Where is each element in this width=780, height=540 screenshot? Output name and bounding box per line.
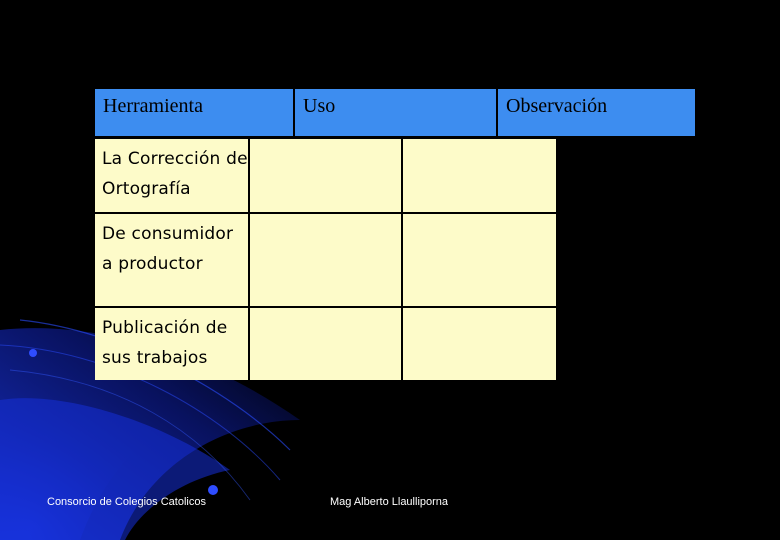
footer-left-text: Consorcio de Colegios Catolicos — [47, 496, 206, 508]
decor-dot-1 — [29, 349, 37, 357]
column-divider — [401, 139, 403, 380]
table-body — [95, 139, 556, 380]
cell-uso — [250, 139, 401, 212]
cell-uso — [250, 214, 401, 306]
table-row — [95, 308, 556, 380]
header-herramienta: Herramienta — [103, 95, 203, 117]
cell-observacion — [403, 308, 556, 380]
header-observacion: Observación — [496, 89, 695, 136]
cell-observacion — [403, 214, 556, 306]
table-row — [95, 214, 556, 306]
footer-right-text: Mag Alberto Llaulliporna — [330, 496, 449, 508]
table-header-row — [95, 89, 695, 136]
cell-herramienta: Publicación de sus trabajos — [102, 318, 228, 368]
column-divider — [248, 139, 250, 380]
header-uso: Uso — [293, 89, 496, 136]
cell-herramienta: La Corrección de Ortografía — [102, 149, 248, 199]
cell-observacion — [403, 139, 556, 212]
cell-uso — [250, 308, 401, 380]
table-row — [95, 139, 556, 212]
decor-dot-2 — [208, 485, 218, 495]
cell-herramienta: De consumidor a productor — [102, 224, 234, 274]
